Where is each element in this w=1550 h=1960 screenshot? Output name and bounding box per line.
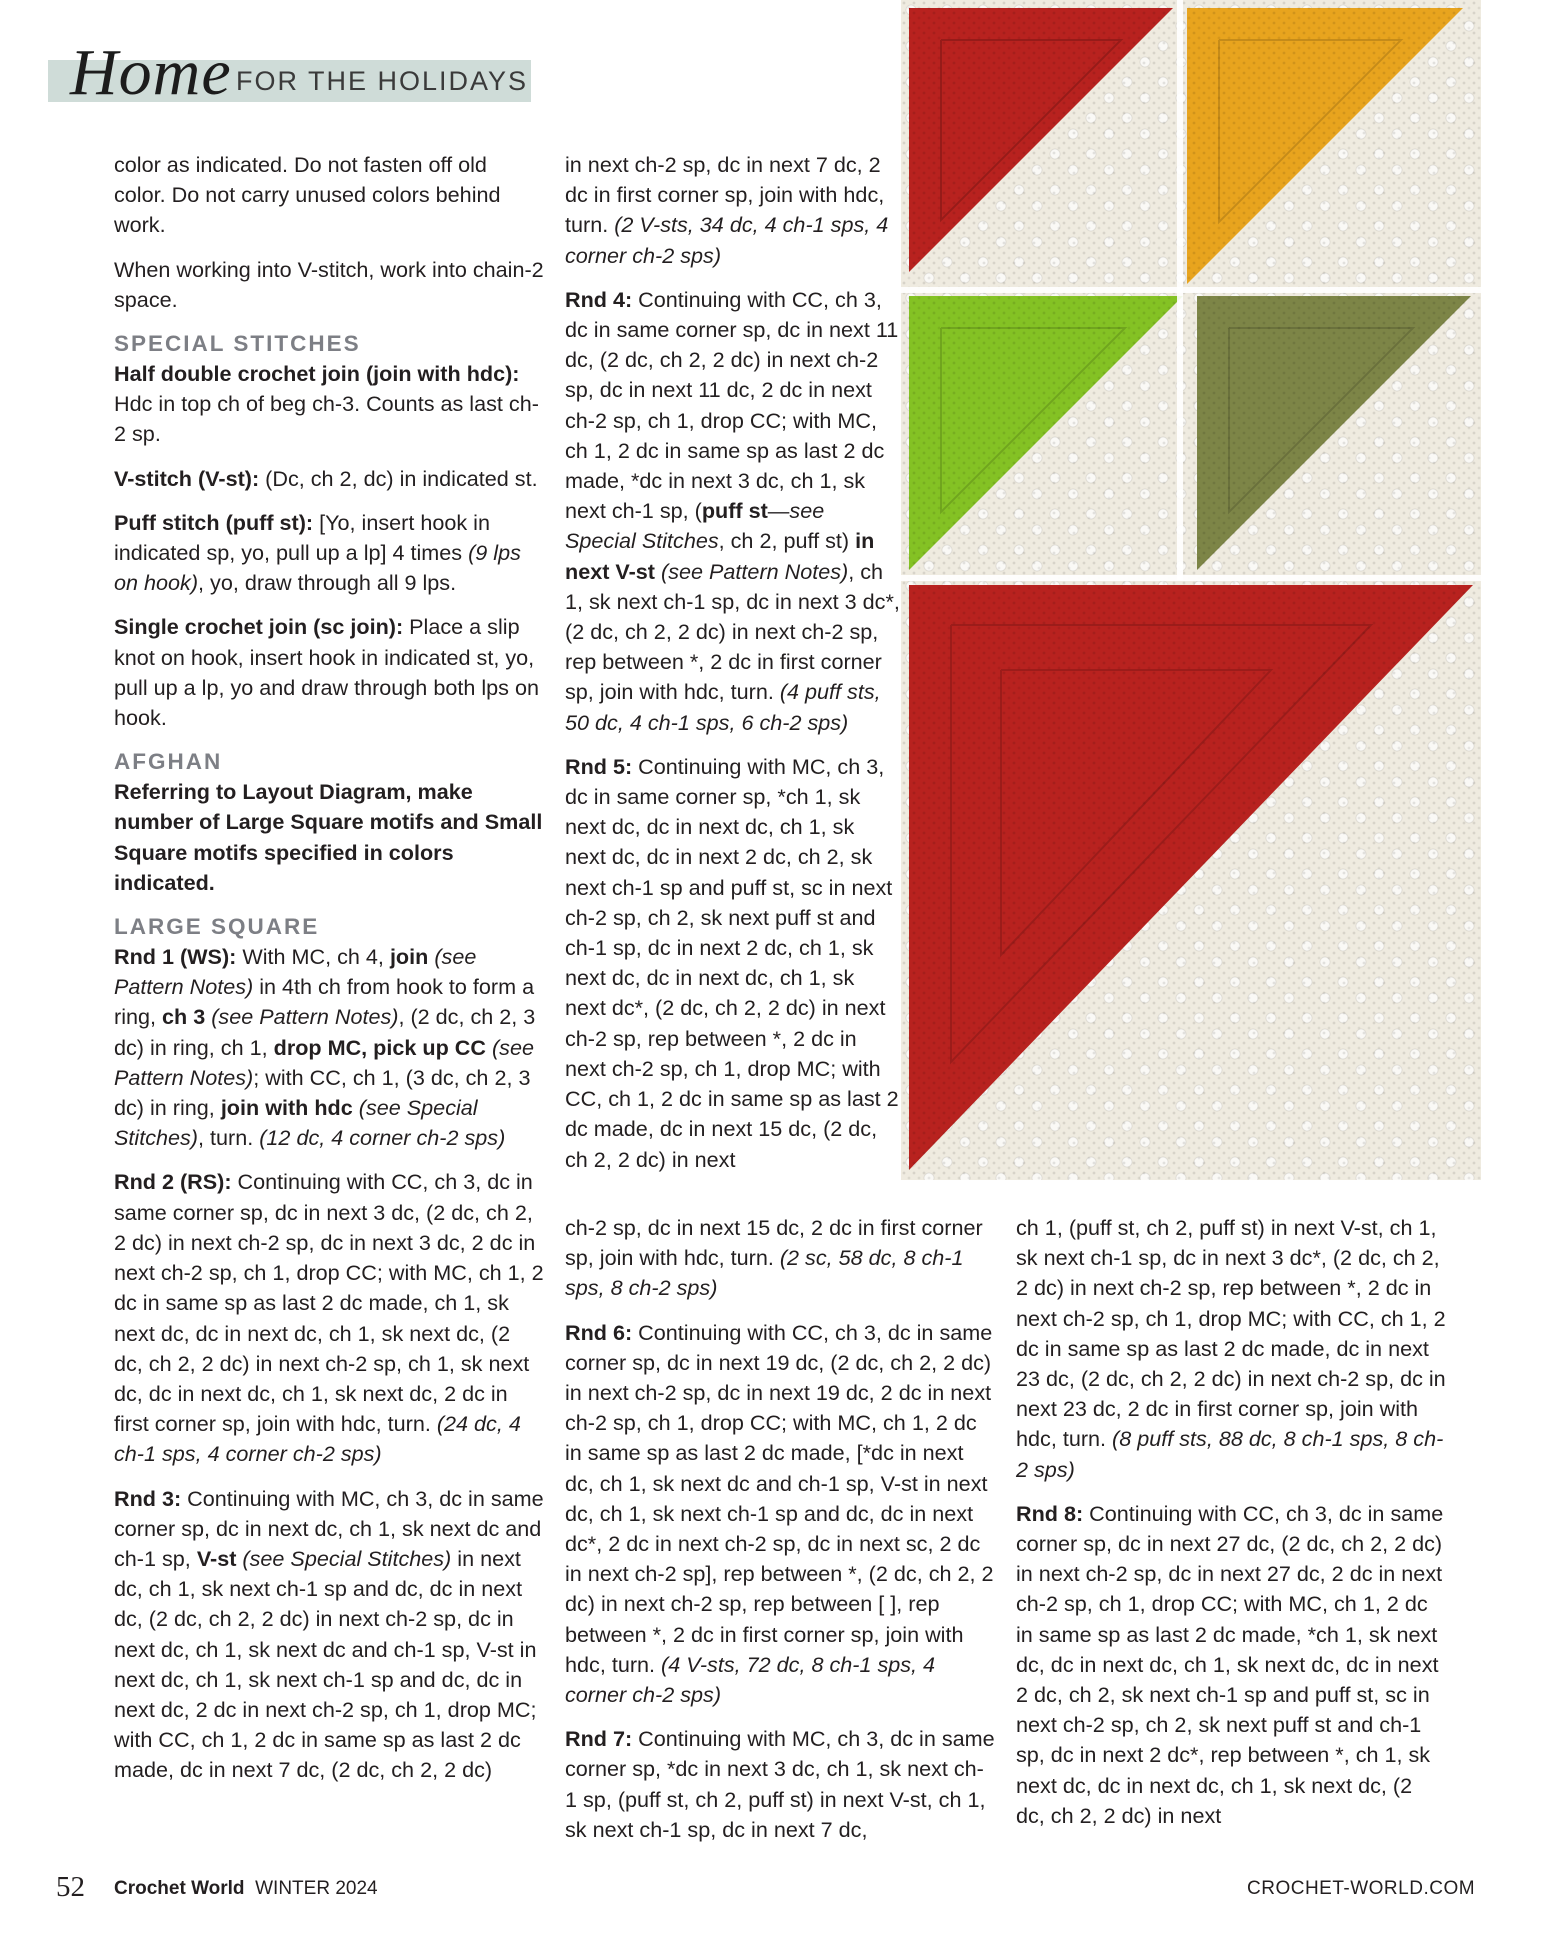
paragraph [565,1724,995,1845]
text-run: , yo, draw through all 9 lps. [198,570,457,596]
text-run: Rnd 8: [1016,1500,1084,1526]
paragraph [565,752,900,1175]
section-heading: SPECIAL STITCHES [114,331,361,357]
text-run: Hdc in top ch of beg ch-3. Counts as last ch-2 sp. [114,391,539,447]
text-run: (4 V-sts, 72 dc, 8 ch-1 sps, 4 corner ch-2 sps) [565,1651,936,1708]
paragraph [114,508,544,599]
text-run: (4 puff sts, 50 dc, 4 ch-1 sps, 6 ch-2 sps) [565,679,881,735]
paragraph [1016,1499,1446,1831]
text-run: , ch 1, sk next ch-1 sp, dc in next 3 dc*, (2 dc, ch 2, 2 dc) in next ch-2 sp, rep between *, 2 dc in first corner sp, join with hdc, turn. [565,558,900,705]
paragraph [114,464,544,494]
text-run: (see Pattern Notes) [661,558,849,584]
text-run: (Dc, ch 2, dc) in indicated st. [259,465,538,491]
text-run: Rnd 7: [565,1726,633,1752]
text-run: (see Pattern Notes) [114,944,477,1000]
paragraph [114,359,544,450]
text-run: Continuing with MC, ch 3, dc in same corner sp, dc in next dc, ch 1, sk next dc and ch-1 sp, [114,1485,544,1571]
section-heading: LARGE SQUARE [114,914,320,940]
text-column-4 [1016,1213,1446,1845]
text-run: Continuing with CC, ch 3, dc in same corner sp, dc in next 3 dc, (2 dc, ch 2, 2 dc) in next ch-2 sp, dc in next 3 dc, 2 dc in next ch-2 sp, ch 1, drop CC; with MC, ch 1, 2 dc in same sp as last 2 dc made, ch 1, sk next dc, dc in next dc, ch 1, sk next dc, (2 dc, ch 2, 2 dc) in next ch-2 sp, ch 1, sk next dc, dc in next dc, ch 1, sk next dc, 2 dc in first corner sp, join with hdc, turn. [114,1169,544,1437]
paragraph [565,1213,995,1304]
paragraph [114,1484,544,1786]
paragraph [114,612,544,733]
text-run: Rnd 2 (RS): [114,1169,232,1195]
issue-label: WINTER 2024 [255,1878,378,1899]
text-run: Rnd 1 (WS): [114,944,237,970]
text-run: (see Special Stitches) [242,1545,452,1571]
paragraph [114,777,544,898]
text-run: Continuing with CC, ch 3, dc in same corner sp, dc in next 19 dc, (2 dc, ch 2, 2 dc) in next ch-2 sp, dc in next 19 dc, 2 dc in next ch-2 sp, ch 1, drop CC; with MC, ch 1, 2 dc in same sp as last 2 dc made, [*dc in next dc, ch 1, sk next dc and ch-1 sp, V-st in next dc, ch 1, sk next ch-1 sp and dc, dc in next dc*, 2 dc in next ch-2 sp, dc in next sc, 2 dc in next ch-2 sp], rep between *, (2 dc, ch 2, 2 dc) in next ch-2 sp, rep between [ ], rep between *, 2 dc in first corner sp, join with hdc, turn. [565,1319,994,1677]
text-run: color as indicated. Do not fasten off old color. Do not carry unused colors behind work. [114,152,501,238]
paragraph [114,255,544,315]
text-run: (see Special Stitches) [114,1095,478,1151]
text-run: Continuing with MC, ch 3, dc in same corner sp, *ch 1, sk next dc, dc in next dc, ch 1, sk next dc, dc in next 2 dc, ch 2, sk next ch-1 sp and puff st, sc in next ch-2 sp, ch 2, sk next puff st and ch-1 sp, dc in next 2 dc, ch 1, sk next dc, dc in next dc, ch 1, sk next dc*, (2 dc, ch 2, 2 dc) in next ch-2 sp, rep between *, 2 dc in next ch-2 sp, ch 1, drop MC; with CC, ch 1, 2 dc in same sp as last 2 dc made, dc in next 15 dc, (2 dc, ch 2, 2 dc) in next [565,753,899,1172]
text-run: ch 3 [162,1004,206,1030]
text-run: puff st [701,498,768,524]
text-run: Half double crochet join (join with hdc): [114,361,520,387]
text-run: , ch 2, puff st) [718,528,856,554]
knit-overlay [901,0,1481,1180]
text-run: [Yo, insert hook in indicated sp, yo, pull up a lp] 4 times [114,509,490,566]
text-run: in next dc, ch 1, sk next ch-1 sp and dc, dc in next dc, (2 dc, ch 2, 2 dc) in next ch-2 sp, dc in next dc, ch 1, sk next dc and ch-1 sp, V-st in next dc, ch 1, sk next ch-1 sp and dc, dc in next dc, 2 dc in next ch-2 sp, ch 1, drop MC; with CC, ch 1, 2 dc in same sp as last 2 dc made, dc in next 7 dc, (2 dc, ch 2, 2 dc) [114,1545,537,1783]
text-run: Referring to Layout Diagram, make number of Large Square motifs and Small Square motifs specified in colors indicated. [114,779,543,895]
text-run: (2 V-sts, 34 dc, 4 ch-1 sps, 4 corner ch-2 sps) [565,212,889,268]
text-run: ; with CC, ch 1, (3 dc, ch 2, 3 dc) in ring, [114,1064,531,1121]
page-number: 52 [56,1871,85,1903]
paragraph [114,150,544,241]
text-run: Rnd 6: [565,1319,633,1345]
text-run: , (2 dc, ch 2, 3 dc) in ring, ch 1, [114,1004,536,1060]
text-run: (2 sc, 58 dc, 8 ch-1 sps, 8 ch-2 sps) [565,1245,964,1301]
text-run: (see Pattern Notes) [114,1034,534,1090]
paragraph [114,942,544,1153]
text-run: drop MC, pick up CC [273,1034,486,1060]
text-run: V-st [196,1545,237,1571]
text-column-3 [565,1213,995,1859]
paragraph [114,1167,544,1469]
text-run: Place a slip knot on hook, insert hook in indicated st, yo, pull up a lp, yo and draw through both lps on hook. [114,614,539,731]
text-run: Continuing with CC, ch 3, dc in same corner sp, dc in next 27 dc, (2 dc, ch 2, 2 dc) in next ch-2 sp, dc in next 27 dc, 2 dc in next ch-2 sp, ch 1, drop CC; with MC, ch 1, 2 dc in same sp as last 2 dc made, *ch 1, sk next dc, dc in next dc, ch 1, sk next dc, dc in next 2 dc, ch 2, sk next ch-1 sp and puff st, sc in next ch-2 sp, ch 2, sk next puff st and ch-1 sp, dc in next 2 dc*, rep between *, ch 1, sk next dc, dc in next dc, ch 1, sk next dc, (2 dc, ch 2, 2 dc) in next [1016,1500,1444,1828]
website-url: CROCHET-WORLD.COM [1247,1878,1476,1899]
paragraph [565,285,900,738]
text-run: Continuing with CC, ch 3, dc in same corner sp, dc in next 11 dc, (2 dc, ch 2, 2 dc) in next ch-2 sp, dc in next 11 dc, 2 dc in next ch-2 sp, ch 1, drop CC; with MC, ch 1, 2 dc in same sp as last 2 dc made, *dc in next 3 dc, ch 1, sk next ch-1 sp, ( [565,286,899,524]
header-subtitle: FOR THE HOLIDAYS [236,66,529,96]
paragraph [1016,1213,1446,1485]
text-run: in 4th ch from hook to form a ring, [114,974,535,1030]
text-run: Puff stitch (puff st): [114,509,314,535]
afghan-photo [901,0,1481,1180]
text-run: (see Pattern Notes) [211,1004,399,1030]
text-run: join with hdc [220,1095,353,1121]
paragraph [565,150,900,271]
text-run: — [767,498,790,524]
text-run: When working into V-stitch, work into chain-2 space. [114,256,544,312]
text-column-1 [114,150,544,1800]
afghan-photo-svg [901,0,1481,1180]
text-run: Rnd 3: [114,1485,182,1511]
text-run: Continuing with MC, ch 3, dc in same corner sp, *dc in next 3 dc, ch 1, sk next ch-1 sp, (puff st, ch 2, puff st) in next V-st, ch 1, sk next ch-1 sp, dc in next 7 dc, [565,1726,995,1842]
text-run: V-stitch (V-st): [114,465,260,491]
magazine-name: Crochet World [114,1878,245,1899]
header-script-title: Home [70,36,232,109]
paragraph [565,1318,995,1711]
text-run: (24 dc, 4 ch-1 sps, 4 corner ch-2 sps) [114,1411,521,1467]
text-run: , turn. [198,1125,260,1151]
text-run: (9 lps on hook) [114,540,521,596]
text-run: Rnd 4: [565,286,633,312]
text-run: Rnd 5: [565,753,633,779]
text-run: see Special Stitches [565,498,825,554]
text-run: in next ch-2 sp, dc in next 7 dc, 2 dc in first corner sp, join with hdc, turn. [565,152,885,238]
text-run: Single crochet join (sc join): [114,614,404,640]
footer-magazine-line [114,1878,378,1900]
text-run: ch-2 sp, dc in next 15 dc, 2 dc in first corner sp, join with hdc, turn. [565,1215,983,1271]
text-run: With MC, ch 4, [236,944,390,970]
text-run: join [389,944,429,970]
text-column-2 [565,150,900,1189]
text-run: in next V-st [565,528,875,584]
text-run: (8 puff sts, 88 dc, 8 ch-1 sps, 8 ch-2 sps) [1016,1426,1444,1482]
text-run: ch 1, (puff st, ch 2, puff st) in next V-st, ch 1, sk next ch-1 sp, dc in next 3 dc*, (2 dc, ch 2, 2 dc) in next ch-2 sp, rep between *, 2 dc in next ch-2 sp, ch 1, drop MC; with CC, ch 1, 2 dc in same sp as last 2 dc made, dc in next 23 dc, (2 dc, ch 2, 2 dc) in next ch-2 sp, dc in next 23 dc, 2 dc in first corner sp, join with hdc, turn. [1016,1215,1446,1452]
text-run: (12 dc, 4 corner ch-2 sps) [259,1125,506,1151]
section-heading: AFGHAN [114,749,223,775]
